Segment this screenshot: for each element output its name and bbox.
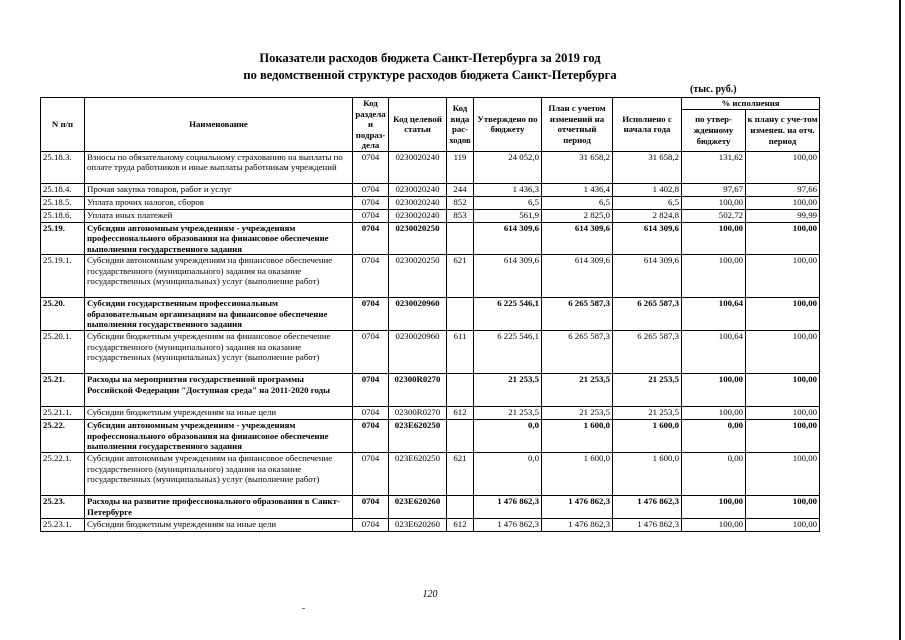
table-row xyxy=(41,407,820,420)
cell-percent-budget: 100,64 xyxy=(682,298,746,331)
cell-num: 25.23.1. xyxy=(41,519,85,532)
cell-percent-budget: 97,67 xyxy=(682,183,746,196)
table-row xyxy=(41,209,820,222)
cell-percent-plan: 100,00 xyxy=(746,222,820,254)
cell-name: Субсидии автономным учреждениям на финансовое обеспечение государственного (муниципального) задания на оказание государственных (муниципальных) услуг (выполнение работ) xyxy=(85,255,353,298)
header-approved: Утверждено по бюджету xyxy=(474,98,542,152)
cell-num: 25.22.1. xyxy=(41,453,85,496)
cell-kind-code xyxy=(447,222,474,254)
cell-kind-code: 612 xyxy=(447,519,474,532)
cell-name: Расходы на развитие профессионального образования в Санкт-Петербурге xyxy=(85,496,353,519)
cell-percent-budget: 100,00 xyxy=(682,374,746,407)
cell-executed: 31 658,2 xyxy=(613,151,682,183)
cell-plan: 1 600,0 xyxy=(542,420,613,453)
cell-percent-plan: 100,00 xyxy=(746,374,820,407)
cell-approved: 0,0 xyxy=(474,453,542,496)
scan-edge xyxy=(899,0,901,640)
cell-executed: 2 824,8 xyxy=(613,209,682,222)
cell-percent-budget: 100,00 xyxy=(682,222,746,254)
cell-executed: 21 253,5 xyxy=(613,407,682,420)
cell-section-code: 0704 xyxy=(353,222,389,254)
cell-num: 25.20. xyxy=(41,298,85,331)
cell-percent-plan: 100,00 xyxy=(746,255,820,298)
cell-num: 25.19. xyxy=(41,222,85,254)
table-row xyxy=(41,196,820,209)
cell-executed: 21 253,5 xyxy=(613,374,682,407)
cell-percent-budget: 100,00 xyxy=(682,255,746,298)
cell-target-code: 023Е620260 xyxy=(389,519,447,532)
cell-target-code: 023Е620260 xyxy=(389,496,447,519)
table-row xyxy=(41,374,820,407)
cell-percent-budget: 0,00 xyxy=(682,453,746,496)
cell-num: 25.22. xyxy=(41,420,85,453)
table-row xyxy=(41,453,820,496)
cell-target-code: 0230020240 xyxy=(389,183,447,196)
budget-table xyxy=(40,97,820,532)
cell-plan: 6,5 xyxy=(542,196,613,209)
cell-percent-plan: 100,00 xyxy=(746,420,820,453)
cell-section-code: 0704 xyxy=(353,255,389,298)
cell-percent-budget: 100,00 xyxy=(682,407,746,420)
cell-num: 25.23. xyxy=(41,496,85,519)
cell-kind-code xyxy=(447,374,474,407)
cell-target-code: 02300R0270 xyxy=(389,374,447,407)
unit-label: (тыс. руб.) xyxy=(690,84,737,95)
cell-section-code: 0704 xyxy=(353,407,389,420)
cell-target-code: 0230020250 xyxy=(389,222,447,254)
cell-executed: 1 476 862,3 xyxy=(613,519,682,532)
cell-section-code: 0704 xyxy=(353,196,389,209)
cell-section-code: 0704 xyxy=(353,331,389,374)
cell-percent-budget: 100,00 xyxy=(682,496,746,519)
cell-plan: 614 309,6 xyxy=(542,222,613,254)
cell-plan: 1 476 862,3 xyxy=(542,519,613,532)
cell-target-code: 0230020960 xyxy=(389,298,447,331)
page-number: 120 xyxy=(422,589,438,600)
cell-section-code: 0704 xyxy=(353,298,389,331)
cell-percent-budget: 0,00 xyxy=(682,420,746,453)
cell-approved: 614 309,6 xyxy=(474,222,542,254)
cell-name: Субсидии бюджетным учреждениям на финансовое обеспечение государственного (муниципального) задания на оказание государственных (муниципальных) услуг (выполнение работ) xyxy=(85,331,353,374)
cell-percent-plan: 97,66 xyxy=(746,183,820,196)
cell-section-code: 0704 xyxy=(353,151,389,183)
cell-percent-plan: 100,00 xyxy=(746,407,820,420)
cell-kind-code: 612 xyxy=(447,407,474,420)
cell-num: 25.21. xyxy=(41,374,85,407)
cell-executed: 614 309,6 xyxy=(613,255,682,298)
cell-approved: 6 225 546,1 xyxy=(474,298,542,331)
cell-target-code: 0230020960 xyxy=(389,331,447,374)
cell-kind-code: 119 xyxy=(447,151,474,183)
cell-percent-plan: 100,00 xyxy=(746,151,820,183)
cell-plan: 6 265 587,3 xyxy=(542,331,613,374)
cell-plan: 31 658,2 xyxy=(542,151,613,183)
table-body xyxy=(41,151,820,531)
cell-target-code: 0230020240 xyxy=(389,196,447,209)
cell-kind-code xyxy=(447,420,474,453)
table-row xyxy=(41,183,820,196)
cell-percent-budget: 100,64 xyxy=(682,331,746,374)
cell-kind-code: 621 xyxy=(447,255,474,298)
header-percent-group: % исполнения xyxy=(682,98,820,110)
cell-percent-plan: 100,00 xyxy=(746,519,820,532)
cell-name: Расходы на мероприятия государственной программы Российской Федерации "Доступная среда" на 2011-2020 годы xyxy=(85,374,353,407)
cell-percent-plan: 100,00 xyxy=(746,298,820,331)
cell-kind-code: 853 xyxy=(447,209,474,222)
cell-executed: 6 265 587,3 xyxy=(613,331,682,374)
cell-percent-budget: 100,00 xyxy=(682,519,746,532)
cell-approved: 614 309,6 xyxy=(474,255,542,298)
cell-section-code: 0704 xyxy=(353,496,389,519)
cell-section-code: 0704 xyxy=(353,453,389,496)
table-row xyxy=(41,420,820,453)
cell-name: Уплата прочих налогов, сборов xyxy=(85,196,353,209)
cell-percent-plan: 100,00 xyxy=(746,196,820,209)
cell-num: 25.18.4. xyxy=(41,183,85,196)
cell-approved: 561,9 xyxy=(474,209,542,222)
cell-name: Прочая закупка товаров, работ и услуг xyxy=(85,183,353,196)
cell-target-code: 0230020240 xyxy=(389,151,447,183)
header-section-code: Код раздела и подраз-дела xyxy=(353,98,389,152)
cell-kind-code: 852 xyxy=(447,196,474,209)
cell-target-code: 0230020240 xyxy=(389,209,447,222)
cell-section-code: 0704 xyxy=(353,519,389,532)
cell-name: Взносы по обязательному социальному страхованию на выплаты по оплате труда работников и иные выплаты работникам учреждений xyxy=(85,151,353,183)
cell-name: Субсидии автономным учреждениям - учреждениям профессионального образования на финансовое обеспечение выполнения государственного задания xyxy=(85,420,353,453)
table-row xyxy=(41,298,820,331)
cell-num: 25.21.1. xyxy=(41,407,85,420)
cell-plan: 21 253,5 xyxy=(542,374,613,407)
cell-target-code: 0230020250 xyxy=(389,255,447,298)
cell-approved: 24 052,0 xyxy=(474,151,542,183)
cell-percent-budget: 100,00 xyxy=(682,196,746,209)
cell-percent-budget: 131,62 xyxy=(682,151,746,183)
cell-executed: 614 309,6 xyxy=(613,222,682,254)
table-row xyxy=(41,519,820,532)
cell-num: 25.19.1. xyxy=(41,255,85,298)
table-row xyxy=(41,331,820,374)
cell-name: Уплата иных платежей xyxy=(85,209,353,222)
cell-percent-plan: 100,00 xyxy=(746,496,820,519)
cell-executed: 6,5 xyxy=(613,196,682,209)
cell-kind-code: 621 xyxy=(447,453,474,496)
table-row xyxy=(41,151,820,183)
cell-plan: 2 825,0 xyxy=(542,209,613,222)
cell-approved: 6,5 xyxy=(474,196,542,209)
cell-executed: 6 265 587,3 xyxy=(613,298,682,331)
cell-plan: 21 253,5 xyxy=(542,407,613,420)
cell-num: 25.18.3. xyxy=(41,151,85,183)
header-num: N п/п xyxy=(41,98,85,152)
cell-approved: 21 253,5 xyxy=(474,374,542,407)
cell-percent-plan: 100,00 xyxy=(746,453,820,496)
scan-speck xyxy=(302,608,305,609)
cell-percent-plan: 100,00 xyxy=(746,331,820,374)
table-row xyxy=(41,222,820,254)
cell-name: Субсидии бюджетным учреждениям на иные цели xyxy=(85,519,353,532)
cell-approved: 0,0 xyxy=(474,420,542,453)
cell-kind-code: 244 xyxy=(447,183,474,196)
header-percent-budget: по утвер-жденному бюджету xyxy=(682,109,746,151)
cell-target-code: 023Е620250 xyxy=(389,453,447,496)
cell-approved: 1 436,3 xyxy=(474,183,542,196)
cell-plan: 1 600,0 xyxy=(542,453,613,496)
cell-kind-code xyxy=(447,298,474,331)
cell-num: 25.18.6. xyxy=(41,209,85,222)
cell-kind-code xyxy=(447,496,474,519)
header-plan: План с учетом изменений на отчетный период xyxy=(542,98,613,152)
cell-plan: 1 476 862,3 xyxy=(542,496,613,519)
table-row xyxy=(41,255,820,298)
cell-approved: 21 253,5 xyxy=(474,407,542,420)
cell-percent-plan: 99,99 xyxy=(746,209,820,222)
cell-executed: 1 600,0 xyxy=(613,420,682,453)
header-percent-plan: к плану с уче-том изменен. на отч. период xyxy=(746,109,820,151)
cell-target-code: 023Е620250 xyxy=(389,420,447,453)
cell-plan: 614 309,6 xyxy=(542,255,613,298)
cell-num: 25.18.5. xyxy=(41,196,85,209)
cell-percent-budget: 502,72 xyxy=(682,209,746,222)
header-kind-code: Код вида рас-ходов xyxy=(447,98,474,152)
header-executed: Исполнено с начала года xyxy=(613,98,682,152)
table-header xyxy=(41,98,820,152)
table-row xyxy=(41,496,820,519)
cell-num: 25.20.1. xyxy=(41,331,85,374)
cell-section-code: 0704 xyxy=(353,374,389,407)
cell-name: Субсидии автономным учреждениям - учреждениям профессионального образования на финансовое обеспечение выполнения государственного задания xyxy=(85,222,353,254)
cell-approved: 1 476 862,3 xyxy=(474,519,542,532)
cell-approved: 6 225 546,1 xyxy=(474,331,542,374)
cell-section-code: 0704 xyxy=(353,183,389,196)
cell-section-code: 0704 xyxy=(353,420,389,453)
document-title-line-2: по ведомственной структуре расходов бюджета Санкт-Петербурга xyxy=(243,68,617,82)
header-target-code: Код целевой статьи xyxy=(389,98,447,152)
cell-executed: 1 402,8 xyxy=(613,183,682,196)
cell-name: Субсидии автономным учреждениям на финансовое обеспечение государственного (муниципального) задания на оказание государственных (муниципальных) услуг (выполнение работ) xyxy=(85,453,353,496)
cell-target-code: 02300R0270 xyxy=(389,407,447,420)
cell-kind-code: 611 xyxy=(447,331,474,374)
cell-executed: 1 600,0 xyxy=(613,453,682,496)
cell-section-code: 0704 xyxy=(353,209,389,222)
cell-name: Субсидии государственным профессиональным образовательным организациям на финансовое обеспечение выполнения государственного задания xyxy=(85,298,353,331)
document-title-line-1: Показатели расходов бюджета Санкт-Петербурга за 2019 год xyxy=(259,51,601,65)
cell-plan: 6 265 587,3 xyxy=(542,298,613,331)
cell-name: Субсидии бюджетным учреждениям на иные цели xyxy=(85,407,353,420)
cell-executed: 1 476 862,3 xyxy=(613,496,682,519)
header-name: Наименование xyxy=(85,98,353,152)
cell-plan: 1 436,4 xyxy=(542,183,613,196)
cell-approved: 1 476 862,3 xyxy=(474,496,542,519)
